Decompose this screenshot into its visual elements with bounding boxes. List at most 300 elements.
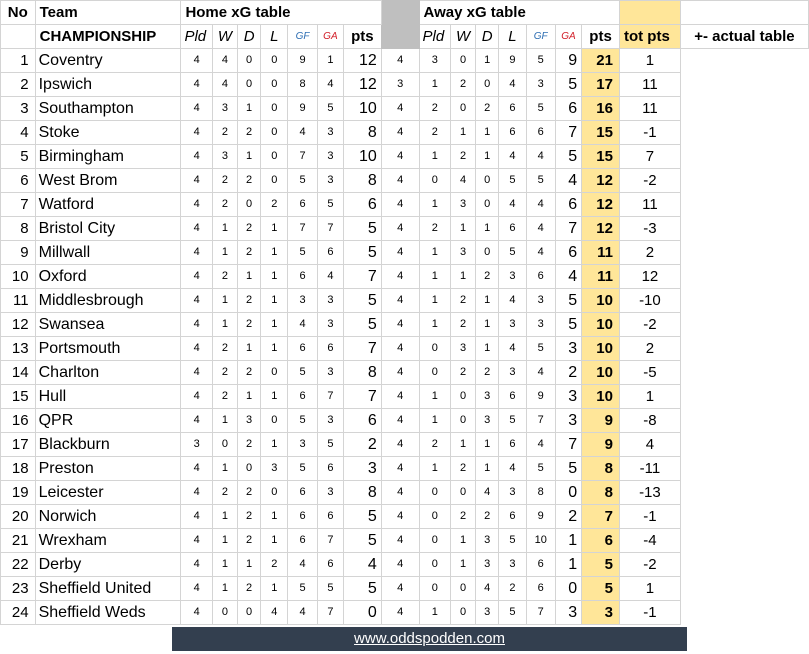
home-d-cell[interactable]: 2: [238, 121, 261, 145]
away-ga-cell[interactable]: 9: [526, 505, 555, 529]
no-header[interactable]: No: [1, 1, 36, 25]
home-pts-cell[interactable]: 12: [344, 73, 382, 97]
away-gf-header[interactable]: GF: [526, 25, 555, 49]
actual-table-header[interactable]: +- actual table: [680, 25, 808, 49]
actual-diff-cell[interactable]: 2: [619, 337, 680, 361]
actual-header-blank[interactable]: [680, 1, 808, 25]
home-w-cell[interactable]: 2: [212, 265, 237, 289]
home-pts-cell[interactable]: 6: [344, 193, 382, 217]
away-pld-cell[interactable]: 4: [381, 49, 419, 73]
actual-diff-cell[interactable]: -5: [619, 361, 680, 385]
home-ga-cell[interactable]: 3: [317, 481, 343, 505]
away-gf-cell[interactable]: 5: [499, 241, 526, 265]
home-w-cell[interactable]: 2: [212, 385, 237, 409]
home-d-cell[interactable]: 2: [238, 217, 261, 241]
away-pts-cell[interactable]: 6: [555, 193, 581, 217]
away-w-cell[interactable]: 2: [419, 433, 450, 457]
team-name-cell[interactable]: Middlesbrough: [35, 289, 181, 313]
tot-pts-cell[interactable]: 6: [582, 529, 620, 553]
home-ga-cell[interactable]: 4: [317, 265, 343, 289]
team-name-cell[interactable]: Swansea: [35, 313, 181, 337]
rank-cell[interactable]: 17: [1, 433, 36, 457]
team-header[interactable]: Team: [35, 1, 181, 25]
away-ga-header[interactable]: GA: [555, 25, 581, 49]
away-pld-cell[interactable]: 4: [381, 409, 419, 433]
home-gf-cell[interactable]: 3: [288, 289, 317, 313]
home-gf-cell[interactable]: 5: [288, 577, 317, 601]
home-pld-cell[interactable]: 4: [181, 169, 212, 193]
actual-diff-cell[interactable]: 11: [619, 97, 680, 121]
tot-pts-cell[interactable]: 10: [582, 289, 620, 313]
away-gf-cell[interactable]: 4: [499, 457, 526, 481]
team-name-cell[interactable]: Sheffield Weds: [35, 601, 181, 625]
away-w-cell[interactable]: 0: [419, 361, 450, 385]
away-w-cell[interactable]: 0: [419, 505, 450, 529]
home-pld-cell[interactable]: 4: [181, 49, 212, 73]
home-ga-cell[interactable]: 3: [317, 169, 343, 193]
away-pld-cell[interactable]: 4: [381, 169, 419, 193]
home-gf-cell[interactable]: 6: [288, 481, 317, 505]
home-pld-cell[interactable]: 4: [181, 409, 212, 433]
team-name-cell[interactable]: Watford: [35, 193, 181, 217]
team-name-cell[interactable]: West Brom: [35, 169, 181, 193]
home-pld-cell[interactable]: 4: [181, 577, 212, 601]
tot-pts-cell[interactable]: 7: [582, 505, 620, 529]
home-pld-cell[interactable]: 4: [181, 385, 212, 409]
home-pts-cell[interactable]: 10: [344, 97, 382, 121]
rank-cell[interactable]: 14: [1, 361, 36, 385]
home-pld-cell[interactable]: 4: [181, 601, 212, 625]
away-pts-cell[interactable]: 6: [555, 97, 581, 121]
actual-diff-cell[interactable]: -2: [619, 553, 680, 577]
home-gf-cell[interactable]: 5: [288, 409, 317, 433]
home-w-cell[interactable]: 1: [212, 577, 237, 601]
away-ga-cell[interactable]: 9: [526, 385, 555, 409]
away-d-cell[interactable]: 2: [451, 313, 476, 337]
away-d-cell[interactable]: 1: [451, 121, 476, 145]
home-pld-cell[interactable]: 4: [181, 289, 212, 313]
away-w-cell[interactable]: 0: [419, 481, 450, 505]
actual-diff-cell[interactable]: -2: [619, 313, 680, 337]
home-pts-cell[interactable]: 5: [344, 289, 382, 313]
away-w-cell[interactable]: 0: [419, 529, 450, 553]
home-pts-cell[interactable]: 6: [344, 409, 382, 433]
away-ga-cell[interactable]: 6: [526, 121, 555, 145]
rank-cell[interactable]: 2: [1, 73, 36, 97]
away-w-cell[interactable]: 2: [419, 121, 450, 145]
team-name-cell[interactable]: Wrexham: [35, 529, 181, 553]
away-pld-cell[interactable]: 4: [381, 265, 419, 289]
away-pts-cell[interactable]: 7: [555, 217, 581, 241]
tot-pts-cell[interactable]: 10: [582, 337, 620, 361]
away-gf-cell[interactable]: 5: [499, 529, 526, 553]
away-ga-cell[interactable]: 4: [526, 433, 555, 457]
home-gf-cell[interactable]: 6: [288, 505, 317, 529]
home-w-cell[interactable]: 2: [212, 121, 237, 145]
rank-cell[interactable]: 11: [1, 289, 36, 313]
home-d-cell[interactable]: 0: [238, 193, 261, 217]
actual-diff-cell[interactable]: 12: [619, 265, 680, 289]
away-gf-cell[interactable]: 3: [499, 481, 526, 505]
home-w-cell[interactable]: 2: [212, 193, 237, 217]
tot-pts-cell[interactable]: 5: [582, 577, 620, 601]
away-pts-cell[interactable]: 0: [555, 577, 581, 601]
away-pld-cell[interactable]: 4: [381, 97, 419, 121]
away-pts-cell[interactable]: 2: [555, 361, 581, 385]
team-name-cell[interactable]: Oxford: [35, 265, 181, 289]
home-w-cell[interactable]: 0: [212, 433, 237, 457]
home-pts-cell[interactable]: 5: [344, 217, 382, 241]
actual-diff-cell[interactable]: 4: [619, 433, 680, 457]
home-ga-header[interactable]: GA: [317, 25, 343, 49]
home-w-cell[interactable]: 2: [212, 337, 237, 361]
away-l-cell[interactable]: 3: [476, 553, 499, 577]
team-name-cell[interactable]: Birmingham: [35, 145, 181, 169]
away-w-cell[interactable]: 1: [419, 73, 450, 97]
away-d-cell[interactable]: 0: [451, 481, 476, 505]
home-pts-cell[interactable]: 5: [344, 505, 382, 529]
away-gf-cell[interactable]: 3: [499, 553, 526, 577]
away-ga-cell[interactable]: 4: [526, 361, 555, 385]
away-w-cell[interactable]: 0: [419, 553, 450, 577]
home-gf-cell[interactable]: 7: [288, 145, 317, 169]
rank-cell[interactable]: 15: [1, 385, 36, 409]
home-ga-cell[interactable]: 6: [317, 337, 343, 361]
away-gf-cell[interactable]: 2: [499, 577, 526, 601]
away-w-cell[interactable]: 1: [419, 265, 450, 289]
rank-cell[interactable]: 5: [1, 145, 36, 169]
home-l-header[interactable]: L: [261, 25, 288, 49]
away-pts-cell[interactable]: 0: [555, 481, 581, 505]
home-pts-cell[interactable]: 7: [344, 385, 382, 409]
away-pld-cell[interactable]: 3: [381, 73, 419, 97]
home-pts-cell[interactable]: 12: [344, 49, 382, 73]
tot-pts-cell[interactable]: 15: [582, 121, 620, 145]
away-pld-cell[interactable]: 4: [381, 457, 419, 481]
away-w-cell[interactable]: 1: [419, 457, 450, 481]
home-ga-cell[interactable]: 4: [317, 73, 343, 97]
rank-cell[interactable]: 24: [1, 601, 36, 625]
away-ga-cell[interactable]: 8: [526, 481, 555, 505]
home-gf-cell[interactable]: 8: [288, 73, 317, 97]
away-l-cell[interactable]: 1: [476, 313, 499, 337]
actual-diff-cell[interactable]: 2: [619, 241, 680, 265]
home-w-cell[interactable]: 1: [212, 289, 237, 313]
away-pts-cell[interactable]: 7: [555, 433, 581, 457]
home-ga-cell[interactable]: 5: [317, 193, 343, 217]
home-l-cell[interactable]: 0: [261, 169, 288, 193]
home-d-cell[interactable]: 2: [238, 169, 261, 193]
away-gf-cell[interactable]: 6: [499, 505, 526, 529]
home-d-cell[interactable]: 1: [238, 553, 261, 577]
away-l-cell[interactable]: 4: [476, 577, 499, 601]
away-gf-cell[interactable]: 3: [499, 361, 526, 385]
away-gf-cell[interactable]: 6: [499, 385, 526, 409]
away-pts-cell[interactable]: 7: [555, 121, 581, 145]
home-l-cell[interactable]: 1: [261, 337, 288, 361]
away-pts-cell[interactable]: 5: [555, 145, 581, 169]
home-w-cell[interactable]: 2: [212, 169, 237, 193]
away-w-cell[interactable]: 1: [419, 601, 450, 625]
home-pld-cell[interactable]: 4: [181, 193, 212, 217]
home-ga-cell[interactable]: 7: [317, 385, 343, 409]
home-l-cell[interactable]: 1: [261, 313, 288, 337]
home-pld-cell[interactable]: 4: [181, 145, 212, 169]
actual-diff-cell[interactable]: 1: [619, 577, 680, 601]
home-l-cell[interactable]: 1: [261, 217, 288, 241]
league-name[interactable]: CHAMPIONSHIP: [35, 25, 181, 49]
away-pld-cell[interactable]: 4: [381, 577, 419, 601]
away-ga-cell[interactable]: 5: [526, 457, 555, 481]
away-ga-cell[interactable]: 4: [526, 241, 555, 265]
away-d-cell[interactable]: 0: [451, 49, 476, 73]
away-gf-cell[interactable]: 4: [499, 145, 526, 169]
team-name-cell[interactable]: Southampton: [35, 97, 181, 121]
home-pld-header[interactable]: Pld: [181, 25, 212, 49]
home-pts-cell[interactable]: 5: [344, 529, 382, 553]
home-l-cell[interactable]: 0: [261, 97, 288, 121]
home-l-cell[interactable]: 2: [261, 553, 288, 577]
home-l-cell[interactable]: 1: [261, 289, 288, 313]
home-w-cell[interactable]: 1: [212, 409, 237, 433]
tot-pts-cell[interactable]: 15: [582, 145, 620, 169]
home-w-cell[interactable]: 2: [212, 361, 237, 385]
rank-cell[interactable]: 21: [1, 529, 36, 553]
home-gf-cell[interactable]: 4: [288, 121, 317, 145]
away-l-cell[interactable]: 1: [476, 121, 499, 145]
home-ga-cell[interactable]: 7: [317, 601, 343, 625]
actual-diff-cell[interactable]: 11: [619, 193, 680, 217]
tot-header-blank[interactable]: [619, 1, 680, 25]
home-pld-cell[interactable]: 4: [181, 73, 212, 97]
rank-cell[interactable]: 19: [1, 481, 36, 505]
home-pts-cell[interactable]: 7: [344, 265, 382, 289]
away-gf-cell[interactable]: 5: [499, 601, 526, 625]
away-ga-cell[interactable]: 4: [526, 145, 555, 169]
away-d-cell[interactable]: 0: [451, 97, 476, 121]
team-name-cell[interactable]: Norwich: [35, 505, 181, 529]
home-gf-cell[interactable]: 6: [288, 337, 317, 361]
home-l-cell[interactable]: 1: [261, 265, 288, 289]
actual-diff-cell[interactable]: -2: [619, 169, 680, 193]
away-pts-cell[interactable]: 5: [555, 73, 581, 97]
away-ga-cell[interactable]: 10: [526, 529, 555, 553]
rank-cell[interactable]: 4: [1, 121, 36, 145]
away-pld-cell[interactable]: 4: [381, 529, 419, 553]
away-w-cell[interactable]: 1: [419, 385, 450, 409]
home-d-cell[interactable]: 2: [238, 529, 261, 553]
home-ga-cell[interactable]: 3: [317, 361, 343, 385]
away-pld-header[interactable]: Pld: [419, 25, 450, 49]
home-pts-cell[interactable]: 5: [344, 313, 382, 337]
away-ga-cell[interactable]: 6: [526, 553, 555, 577]
home-pts-cell[interactable]: 3: [344, 457, 382, 481]
away-pld-cell[interactable]: 4: [381, 601, 419, 625]
away-gf-cell[interactable]: 4: [499, 289, 526, 313]
home-w-cell[interactable]: 1: [212, 553, 237, 577]
away-l-cell[interactable]: 1: [476, 337, 499, 361]
actual-diff-cell[interactable]: 1: [619, 49, 680, 73]
tot-pts-cell[interactable]: 11: [582, 241, 620, 265]
away-pts-cell[interactable]: 4: [555, 265, 581, 289]
home-d-cell[interactable]: 2: [238, 433, 261, 457]
away-d-cell[interactable]: 2: [451, 73, 476, 97]
away-l-cell[interactable]: 2: [476, 97, 499, 121]
tot-pts-cell[interactable]: 8: [582, 481, 620, 505]
home-d-cell[interactable]: 2: [238, 241, 261, 265]
home-ga-cell[interactable]: 5: [317, 577, 343, 601]
away-pts-cell[interactable]: 1: [555, 529, 581, 553]
home-ga-cell[interactable]: 6: [317, 241, 343, 265]
home-d-cell[interactable]: 2: [238, 289, 261, 313]
rank-cell[interactable]: 18: [1, 457, 36, 481]
home-pld-cell[interactable]: 4: [181, 97, 212, 121]
tot-pts-cell[interactable]: 11: [582, 265, 620, 289]
home-gf-cell[interactable]: 5: [288, 457, 317, 481]
home-w-cell[interactable]: 1: [212, 241, 237, 265]
away-pld-cell[interactable]: 4: [381, 337, 419, 361]
away-gf-cell[interactable]: 6: [499, 217, 526, 241]
home-gf-cell[interactable]: 9: [288, 97, 317, 121]
away-ga-cell[interactable]: 7: [526, 409, 555, 433]
team-name-cell[interactable]: Portsmouth: [35, 337, 181, 361]
away-w-cell[interactable]: 0: [419, 577, 450, 601]
home-l-cell[interactable]: 0: [261, 121, 288, 145]
away-pld-cell[interactable]: 4: [381, 145, 419, 169]
home-gf-cell[interactable]: 4: [288, 553, 317, 577]
away-ga-cell[interactable]: 5: [526, 169, 555, 193]
home-pts-cell[interactable]: 5: [344, 577, 382, 601]
away-l-cell[interactable]: 0: [476, 73, 499, 97]
home-w-cell[interactable]: 2: [212, 481, 237, 505]
home-d-cell[interactable]: 0: [238, 601, 261, 625]
away-gf-cell[interactable]: 4: [499, 337, 526, 361]
home-d-cell[interactable]: 0: [238, 457, 261, 481]
away-ga-cell[interactable]: 4: [526, 217, 555, 241]
away-ga-cell[interactable]: 5: [526, 97, 555, 121]
home-gf-cell[interactable]: 3: [288, 433, 317, 457]
away-l-cell[interactable]: 2: [476, 265, 499, 289]
away-d-cell[interactable]: 1: [451, 265, 476, 289]
actual-diff-cell[interactable]: -1: [619, 505, 680, 529]
actual-diff-cell[interactable]: 7: [619, 145, 680, 169]
team-name-cell[interactable]: QPR: [35, 409, 181, 433]
away-w-cell[interactable]: 1: [419, 145, 450, 169]
home-d-cell[interactable]: 2: [238, 361, 261, 385]
home-pld-cell[interactable]: 4: [181, 553, 212, 577]
home-d-cell[interactable]: 0: [238, 73, 261, 97]
away-w-header[interactable]: W: [451, 25, 476, 49]
tot-pts-cell[interactable]: 8: [582, 457, 620, 481]
home-d-cell[interactable]: 2: [238, 505, 261, 529]
away-w-cell[interactable]: 1: [419, 289, 450, 313]
home-d-cell[interactable]: 0: [238, 49, 261, 73]
tot-pts-cell[interactable]: 12: [582, 217, 620, 241]
tot-pts-cell[interactable]: 12: [582, 169, 620, 193]
away-d-cell[interactable]: 0: [451, 409, 476, 433]
away-pts-cell[interactable]: 3: [555, 385, 581, 409]
home-w-header[interactable]: W: [212, 25, 237, 49]
home-gf-cell[interactable]: 5: [288, 169, 317, 193]
away-pts-cell[interactable]: 4: [555, 169, 581, 193]
home-d-cell[interactable]: 3: [238, 409, 261, 433]
away-w-cell[interactable]: 1: [419, 193, 450, 217]
away-pts-cell[interactable]: 2: [555, 505, 581, 529]
away-l-cell[interactable]: 2: [476, 505, 499, 529]
home-w-cell[interactable]: 4: [212, 49, 237, 73]
home-pts-cell[interactable]: 4: [344, 553, 382, 577]
team-name-cell[interactable]: Bristol City: [35, 217, 181, 241]
away-pts-header[interactable]: pts: [582, 25, 620, 49]
home-l-cell[interactable]: 1: [261, 433, 288, 457]
actual-diff-cell[interactable]: 1: [619, 385, 680, 409]
team-name-cell[interactable]: Charlton: [35, 361, 181, 385]
actual-diff-cell[interactable]: -3: [619, 217, 680, 241]
home-gf-cell[interactable]: 6: [288, 193, 317, 217]
away-ga-cell[interactable]: 5: [526, 49, 555, 73]
home-d-cell[interactable]: 2: [238, 313, 261, 337]
away-gf-cell[interactable]: 5: [499, 169, 526, 193]
actual-diff-cell[interactable]: -10: [619, 289, 680, 313]
home-xg-title[interactable]: Home xG table: [181, 1, 381, 25]
tot-pts-cell[interactable]: 9: [582, 433, 620, 457]
actual-diff-cell[interactable]: -11: [619, 457, 680, 481]
home-w-cell[interactable]: 3: [212, 145, 237, 169]
away-l-cell[interactable]: 0: [476, 169, 499, 193]
away-l-cell[interactable]: 3: [476, 385, 499, 409]
home-gf-cell[interactable]: 4: [288, 601, 317, 625]
tot-pts-cell[interactable]: 9: [582, 409, 620, 433]
home-pld-cell[interactable]: 4: [181, 217, 212, 241]
away-w-cell[interactable]: 0: [419, 337, 450, 361]
away-l-cell[interactable]: 4: [476, 481, 499, 505]
home-gf-cell[interactable]: 5: [288, 361, 317, 385]
home-ga-cell[interactable]: 7: [317, 529, 343, 553]
tot-pts-header[interactable]: tot pts: [619, 25, 680, 49]
home-pts-cell[interactable]: 5: [344, 241, 382, 265]
away-gf-cell[interactable]: 6: [499, 121, 526, 145]
away-ga-cell[interactable]: 5: [526, 337, 555, 361]
rank-cell[interactable]: 22: [1, 553, 36, 577]
home-pts-cell[interactable]: 8: [344, 121, 382, 145]
home-w-cell[interactable]: 0: [212, 601, 237, 625]
home-w-cell[interactable]: 1: [212, 529, 237, 553]
actual-diff-cell[interactable]: 11: [619, 73, 680, 97]
home-ga-cell[interactable]: 1: [317, 49, 343, 73]
away-gf-cell[interactable]: 6: [499, 433, 526, 457]
home-ga-cell[interactable]: 7: [317, 217, 343, 241]
team-name-cell[interactable]: Millwall: [35, 241, 181, 265]
home-gf-cell[interactable]: 5: [288, 241, 317, 265]
home-pts-cell[interactable]: 0: [344, 601, 382, 625]
team-name-cell[interactable]: Ipswich: [35, 73, 181, 97]
actual-diff-cell[interactable]: -8: [619, 409, 680, 433]
away-pld-cell[interactable]: 4: [381, 121, 419, 145]
home-gf-cell[interactable]: 7: [288, 217, 317, 241]
home-w-cell[interactable]: 3: [212, 97, 237, 121]
away-pld-cell[interactable]: 4: [381, 289, 419, 313]
away-l-cell[interactable]: 1: [476, 457, 499, 481]
home-d-header[interactable]: D: [238, 25, 261, 49]
home-d-cell[interactable]: 1: [238, 265, 261, 289]
away-w-cell[interactable]: 1: [419, 313, 450, 337]
away-w-cell[interactable]: 1: [419, 409, 450, 433]
home-w-cell[interactable]: 1: [212, 505, 237, 529]
away-l-cell[interactable]: 0: [476, 241, 499, 265]
away-w-cell[interactable]: 2: [419, 217, 450, 241]
away-pld-cell[interactable]: 4: [381, 217, 419, 241]
home-l-cell[interactable]: 0: [261, 361, 288, 385]
